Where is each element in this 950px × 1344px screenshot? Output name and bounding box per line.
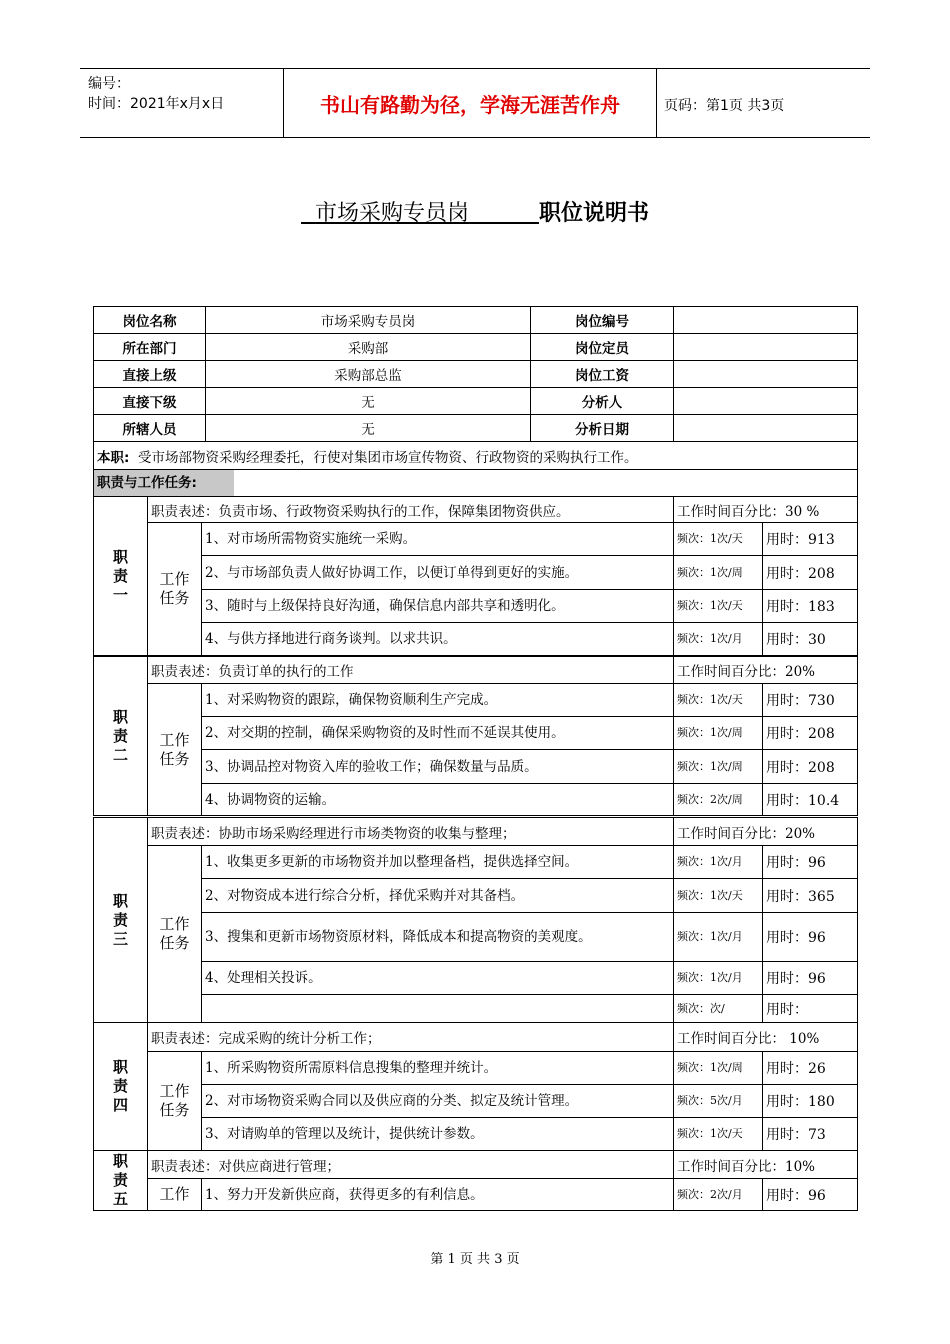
duty-pct: 工作时间百分比：20% bbox=[674, 818, 858, 846]
info-row bbox=[94, 388, 858, 415]
task-row bbox=[94, 590, 858, 623]
task-frequency: 频次：1次/天 bbox=[674, 1118, 763, 1151]
duty-pct: 工作时间百分比：30 % bbox=[674, 497, 858, 523]
task-text: 1、努力开发新供应商，获得更多的有利信息。 bbox=[202, 1179, 674, 1211]
task-row bbox=[94, 750, 858, 784]
task-frequency: 频次：2次/月 bbox=[674, 1179, 763, 1211]
header-meta bbox=[80, 69, 283, 137]
task-row bbox=[94, 846, 858, 879]
info-row bbox=[94, 415, 858, 442]
info-label: 岗位工资 bbox=[531, 361, 674, 388]
duty-pct: 工作时间百分比： 10% bbox=[674, 1023, 858, 1052]
task-time: 用时： bbox=[763, 995, 858, 1023]
task-row bbox=[94, 684, 858, 717]
task-frequency: 频次：1次/月 bbox=[674, 623, 763, 656]
duty-table bbox=[93, 1022, 858, 1151]
task-row bbox=[94, 879, 858, 913]
task-frequency: 频次：5次/月 bbox=[674, 1085, 763, 1118]
work-task-label: 工作任务 bbox=[148, 1052, 202, 1151]
task-time: 用时：96 bbox=[763, 962, 858, 995]
work-task-label: 工作任务 bbox=[148, 846, 202, 1023]
duty-table bbox=[93, 817, 858, 1023]
info-row bbox=[94, 334, 858, 361]
info-label: 分析人 bbox=[531, 388, 674, 415]
task-frequency: 频次：1次/周 bbox=[674, 750, 763, 784]
task-time: 用时：96 bbox=[763, 913, 858, 962]
task-time: 用时：208 bbox=[763, 717, 858, 750]
title-doc: 职位说明书 bbox=[538, 201, 649, 226]
info-value: 采购部总监 bbox=[206, 361, 531, 388]
task-time: 用时：730 bbox=[763, 684, 858, 717]
duty-name: 职 责 三 bbox=[94, 818, 148, 1023]
doc-title bbox=[0, 196, 950, 227]
work-task-label: 工作任务 bbox=[148, 684, 202, 816]
info-row bbox=[94, 307, 858, 334]
task-text: 4、处理相关投诉。 bbox=[202, 962, 674, 995]
task-frequency: 频次：1次/月 bbox=[674, 913, 763, 962]
info-label: 岗位名称 bbox=[94, 307, 206, 334]
task-frequency: 频次：次/ bbox=[674, 995, 763, 1023]
info-value: 市场采购专员岗 bbox=[206, 307, 531, 334]
task-time: 用时：30 bbox=[763, 623, 858, 656]
work-task-label: 工作任务 bbox=[148, 523, 202, 656]
task-text: 3、协调品控对物资入库的验收工作；确保数量与品质。 bbox=[202, 750, 674, 784]
duty-table bbox=[93, 1150, 858, 1211]
task-time: 用时：180 bbox=[763, 1085, 858, 1118]
info-label: 岗位定员 bbox=[531, 334, 674, 361]
role-label: 本职: bbox=[97, 449, 130, 466]
info-label: 所在部门 bbox=[94, 334, 206, 361]
motto: 书山有路勤为径，学海无涯苦作舟 bbox=[283, 69, 657, 137]
task-time: 用时：96 bbox=[763, 846, 858, 879]
task-text: 1、收集更多更新的市场物资并加以整理备档，提供选择空间。 bbox=[202, 846, 674, 879]
task-text: 2、与市场部负责人做好协调工作，以便订单得到更好的实施。 bbox=[202, 556, 674, 590]
number-label: 编号： bbox=[88, 76, 130, 92]
task-text: 3、随时与上级保持良好沟通，确保信息内部共享和透明化。 bbox=[202, 590, 674, 623]
role-cell bbox=[94, 442, 858, 470]
task-time: 用时：73 bbox=[763, 1118, 858, 1151]
info-label: 岗位编号 bbox=[531, 307, 674, 334]
duty-desc: 职责表述：负责订单的执行的工作 bbox=[148, 657, 674, 684]
task-text: 4、与供方择地进行商务谈判。以求共识。 bbox=[202, 623, 674, 656]
info-value bbox=[674, 361, 858, 388]
page-label: 页码：第1页 共3页 bbox=[664, 98, 785, 114]
task-text: 1、对采购物资的跟踪，确保物资顺利生产完成。 bbox=[202, 684, 674, 717]
info-value bbox=[674, 307, 858, 334]
info-value bbox=[674, 388, 858, 415]
duty-name: 职 责 四 bbox=[94, 1023, 148, 1151]
task-frequency: 频次：1次/天 bbox=[674, 523, 763, 556]
duty-desc-row bbox=[94, 1023, 858, 1052]
duty-section-label: 职责与工作任务: bbox=[94, 470, 234, 496]
task-time: 用时：10.4 bbox=[763, 784, 858, 816]
work-task-label: 工作 bbox=[148, 1179, 202, 1211]
task-row bbox=[94, 962, 858, 995]
task-frequency: 频次：1次/周 bbox=[674, 556, 763, 590]
task-time: 用时：183 bbox=[763, 590, 858, 623]
task-text: 2、对交期的控制，确保采购物资的及时性而不延误其使用。 bbox=[202, 717, 674, 750]
task-time: 用时：26 bbox=[763, 1052, 858, 1085]
duty-table bbox=[93, 656, 858, 816]
duty-desc: 职责表述：负责市场、行政物资采购执行的工作，保障集团物资供应。 bbox=[148, 497, 674, 523]
info-row bbox=[94, 361, 858, 388]
duty-desc-row bbox=[94, 1151, 858, 1179]
info-label: 直接下级 bbox=[94, 388, 206, 415]
task-row bbox=[94, 995, 858, 1023]
task-row bbox=[94, 623, 858, 656]
task-text: 2、对市场物资采购合同以及供应商的分类、拟定及统计管理。 bbox=[202, 1085, 674, 1118]
info-value: 无 bbox=[206, 415, 531, 442]
info-value bbox=[674, 415, 858, 442]
info-value bbox=[674, 334, 858, 361]
info-table bbox=[93, 306, 858, 497]
task-frequency: 频次：1次/周 bbox=[674, 1052, 763, 1085]
task-text: 1、所采购物资所需原料信息搜集的整理并统计。 bbox=[202, 1052, 674, 1085]
task-row bbox=[94, 523, 858, 556]
task-frequency: 频次：2次/周 bbox=[674, 784, 763, 816]
duty-name: 职 责 二 bbox=[94, 657, 148, 816]
duty-pct: 工作时间百分比：10% bbox=[674, 1151, 858, 1179]
duty-name: 职 责 一 bbox=[94, 497, 148, 656]
info-value: 无 bbox=[206, 388, 531, 415]
task-text: 2、对物资成本进行综合分析，择优采购并对其备档。 bbox=[202, 879, 674, 913]
task-time: 用时：208 bbox=[763, 556, 858, 590]
duty-desc-row bbox=[94, 818, 858, 846]
task-frequency: 频次：1次/月 bbox=[674, 846, 763, 879]
info-label: 所辖人员 bbox=[94, 415, 206, 442]
duty-desc: 职责表述：协助市场采购经理进行市场类物资的收集与整理； bbox=[148, 818, 674, 846]
task-row bbox=[94, 1118, 858, 1151]
role-row bbox=[94, 442, 858, 470]
time-label: 时间：2021年x月x日 bbox=[88, 96, 225, 112]
duty-desc-row bbox=[94, 497, 858, 523]
duty-pct: 工作时间百分比：20% bbox=[674, 657, 858, 684]
duty-name: 职 责 五 bbox=[94, 1151, 148, 1211]
task-frequency: 频次：1次/月 bbox=[674, 962, 763, 995]
task-text: 3、对请购单的管理以及统计，提供统计参数。 bbox=[202, 1118, 674, 1151]
task-frequency: 频次：1次/周 bbox=[674, 717, 763, 750]
task-row bbox=[94, 1179, 858, 1211]
task-row bbox=[94, 717, 858, 750]
task-row bbox=[94, 1085, 858, 1118]
task-time: 用时：208 bbox=[763, 750, 858, 784]
task-time: 用时：365 bbox=[763, 879, 858, 913]
task-time: 用时：913 bbox=[763, 523, 858, 556]
task-row bbox=[94, 784, 858, 816]
task-text: 4、协调物资的运输。 bbox=[202, 784, 674, 816]
info-label: 分析日期 bbox=[531, 415, 674, 442]
duty-table bbox=[93, 496, 858, 656]
task-time: 用时：96 bbox=[763, 1179, 858, 1211]
info-label: 直接上级 bbox=[94, 361, 206, 388]
title-position: 市场采购专员岗 bbox=[315, 201, 470, 226]
task-text: 1、对市场所需物资实施统一采购。 bbox=[202, 523, 674, 556]
page-footer: 第 1 页 共 3 页 bbox=[430, 1252, 520, 1267]
task-frequency: 频次：1次/天 bbox=[674, 684, 763, 717]
duty-section-row bbox=[94, 470, 858, 497]
task-row bbox=[94, 1052, 858, 1085]
page-header bbox=[80, 68, 870, 138]
task-frequency: 频次：1次/天 bbox=[674, 879, 763, 913]
duty-desc-row bbox=[94, 657, 858, 684]
role-text: 受市场部物资采购经理委托，行使对集团市场宣传物资、行政物资的采购执行工作。 bbox=[138, 449, 638, 466]
duty-desc: 职责表述：对供应商进行管理； bbox=[148, 1151, 674, 1179]
task-row bbox=[94, 913, 858, 962]
duty-desc: 职责表述：完成采购的统计分析工作； bbox=[148, 1023, 674, 1052]
task-frequency: 频次：1次/天 bbox=[674, 590, 763, 623]
info-value: 采购部 bbox=[206, 334, 531, 361]
task-text: 3、搜集和更新市场物资原材料，降低成本和提高物资的美观度。 bbox=[202, 913, 674, 962]
task-row bbox=[94, 556, 858, 590]
task-text bbox=[202, 995, 674, 1023]
